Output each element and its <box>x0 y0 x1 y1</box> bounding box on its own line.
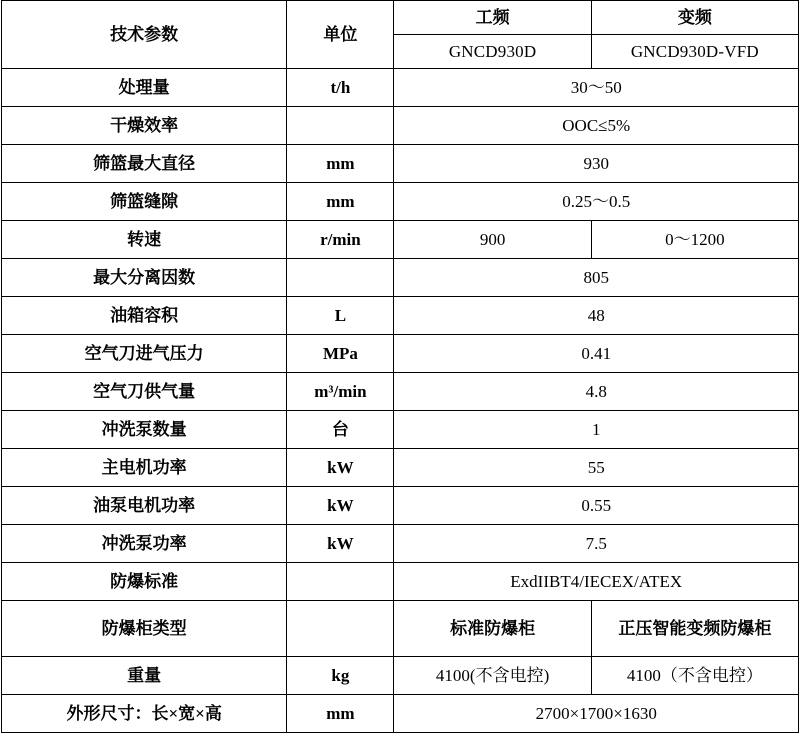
row-unit: mm <box>287 183 394 221</box>
table-row <box>2 601 799 657</box>
row-value: ExdIIBT4/IECEX/ATEX <box>394 563 799 601</box>
row-value-variable-frequency: 正压智能变频防爆柜 <box>591 601 798 657</box>
row-value: 55 <box>394 449 799 487</box>
row-unit: L <box>287 297 394 335</box>
row-value: 0.25～0.5 <box>394 183 799 221</box>
row-unit: mm <box>287 145 394 183</box>
header-variable-frequency: 变频 <box>591 1 798 35</box>
row-unit <box>287 259 394 297</box>
header-unit: 单位 <box>287 1 394 69</box>
table-row <box>2 335 799 373</box>
row-parameter: 最大分离因数 <box>2 259 287 297</box>
row-unit: t/h <box>287 69 394 107</box>
row-unit: mm <box>287 695 394 733</box>
row-value: 1 <box>394 411 799 449</box>
row-value: 0.41 <box>394 335 799 373</box>
row-unit: kW <box>287 487 394 525</box>
table-row <box>2 107 799 145</box>
row-parameter: 筛篮缝隙 <box>2 183 287 221</box>
model-variable-frequency: GNCD930D-VFD <box>591 35 798 69</box>
table-row <box>2 69 799 107</box>
row-unit: kW <box>287 525 394 563</box>
row-parameter: 主电机功率 <box>2 449 287 487</box>
row-value: 4.8 <box>394 373 799 411</box>
table-row <box>2 259 799 297</box>
row-parameter: 冲洗泵功率 <box>2 525 287 563</box>
header-power-frequency: 工频 <box>394 1 591 35</box>
row-parameter: 筛篮最大直径 <box>2 145 287 183</box>
row-value: 7.5 <box>394 525 799 563</box>
row-unit <box>287 563 394 601</box>
header-parameter: 技术参数 <box>2 1 287 69</box>
table-header-row <box>2 1 799 35</box>
row-parameter: 处理量 <box>2 69 287 107</box>
row-parameter: 油箱容积 <box>2 297 287 335</box>
row-value: OOC≤5% <box>394 107 799 145</box>
row-unit: MPa <box>287 335 394 373</box>
row-unit: r/min <box>287 221 394 259</box>
row-value-power-frequency: 标准防爆柜 <box>394 601 591 657</box>
row-parameter: 重量 <box>2 657 287 695</box>
model-power-frequency: GNCD930D <box>394 35 591 69</box>
row-unit: kW <box>287 449 394 487</box>
row-value-power-frequency: 900 <box>394 221 591 259</box>
row-value: 0.55 <box>394 487 799 525</box>
table-row <box>2 525 799 563</box>
table-row <box>2 145 799 183</box>
row-value: 930 <box>394 145 799 183</box>
table-row <box>2 183 799 221</box>
row-parameter: 干燥效率 <box>2 107 287 145</box>
row-unit: m³/min <box>287 373 394 411</box>
row-parameter: 油泵电机功率 <box>2 487 287 525</box>
row-parameter: 空气刀供气量 <box>2 373 287 411</box>
row-parameter: 外形尺寸：长×宽×高 <box>2 695 287 733</box>
row-unit <box>287 601 394 657</box>
table-row <box>2 221 799 259</box>
row-value-variable-frequency: 4100（不含电控） <box>591 657 798 695</box>
row-unit: kg <box>287 657 394 695</box>
row-unit <box>287 107 394 145</box>
row-value-power-frequency: 4100(不含电控) <box>394 657 591 695</box>
table-row <box>2 695 799 733</box>
specifications-table <box>1 0 799 733</box>
row-value: 48 <box>394 297 799 335</box>
row-unit: 台 <box>287 411 394 449</box>
row-value: 30～50 <box>394 69 799 107</box>
table-row <box>2 297 799 335</box>
row-parameter: 空气刀进气压力 <box>2 335 287 373</box>
table-row <box>2 411 799 449</box>
row-parameter: 防爆标准 <box>2 563 287 601</box>
row-value: 2700×1700×1630 <box>394 695 799 733</box>
row-value: 805 <box>394 259 799 297</box>
table-row <box>2 657 799 695</box>
table-row <box>2 563 799 601</box>
row-parameter: 转速 <box>2 221 287 259</box>
table-row <box>2 449 799 487</box>
row-parameter: 冲洗泵数量 <box>2 411 287 449</box>
row-parameter: 防爆柜类型 <box>2 601 287 657</box>
table-row <box>2 373 799 411</box>
table-row <box>2 487 799 525</box>
row-value-variable-frequency: 0～1200 <box>591 221 798 259</box>
